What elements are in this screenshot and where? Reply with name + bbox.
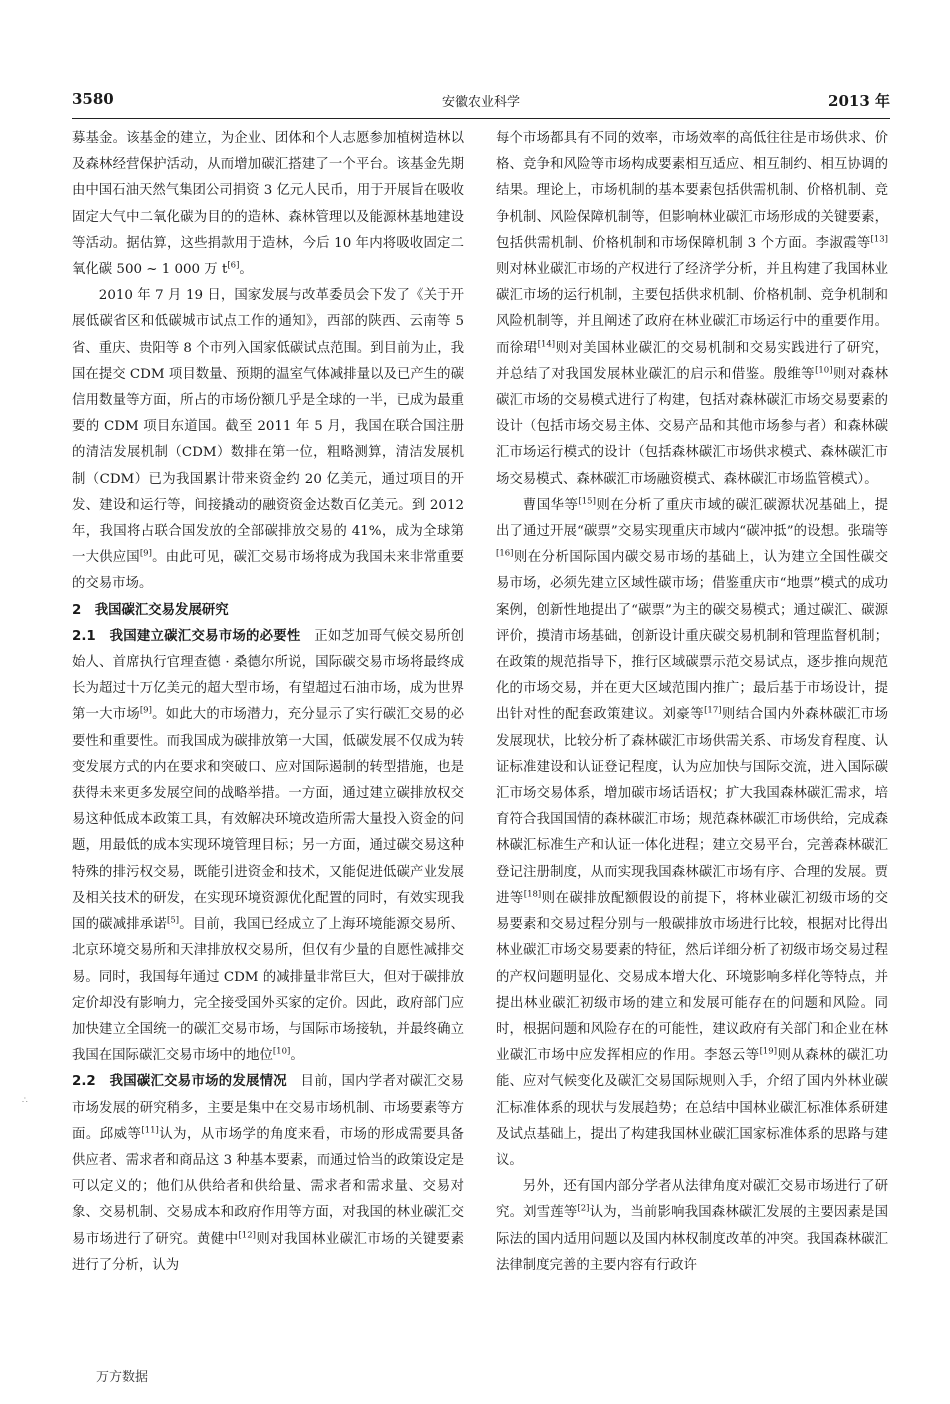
watermark-text: 万方数据: [96, 1370, 149, 1385]
citation: [18]: [523, 889, 542, 900]
citation: [2]: [577, 1203, 590, 1214]
paragraph-regional-studies: 曹国华等[15]则在分析了重庆市域的碳汇碳源状况基础上，提出了通过开展“碳票”交易实现重庆市域内“碳冲抵”的设想。张瑞等[16]则在分析国际国内碳交易市场的基础上，认为建立全国性碳交易市场，必须先建立区域性碳市场；借鉴重庆市“地票”模式的成功案例，创新性地提出了“碳票”为主的碳交易模式；通过碳汇、碳源评价，摸清市场基础，创新设计重庆碳交易机制和管理监督机制；在政策的规范指导下，推行区域碳票示范交易试点，逐步推向规范化的市场交易，并在更大区域范围内推广；最后基于市场设计，提出针对性的配套政策建议。刘豪等[17]则结合国内外森林碳汇市场发展现状，比较分析了森林碳汇市场供需关系、市场发育程度、认证标准建设和认证登记程度，认为应加快与国际交流，进入国际碳汇市场交易体系，增加碳市场话语权；扩大我国森林碳汇需求，培育符合我国国情的森林碳汇市场；规范森林碳汇市场供给，完成森林碳汇标准生产和认证一体化进程；建立交易平台，完善森林碳汇登记注册制度，从而实现我国森林碳汇市场有序、合理的发展。贾进等[18]则在碳排放配额假设的前提下，将林业碳汇初级市场的交易要素和交易过程分别与一般碳排放市场进行比较，根据对比得出林业碳汇市场交易要素的特征，然后详细分析了初级市场交易过程的产权问题明显化、交易成本增大化、环境影响多样化等特点，并提出林业碳汇初级市场的建立和发展可能存在的问题和风险。同时，根据问题和风险存在的可能性，建议政府有关部门和企业在林业碳汇市场中应发挥相应的作用。李怒云等[19]则从森林的碳汇功能、应对气候变化及碳汇交易国际规则入手，介绍了国内外林业碳汇标准体系的现状与发展趋势；在总结中国林业碳汇标准体系研建及试点基础上，提出了构建我国林业碳汇国家标准体系的思路与建议。: [496, 496, 889, 1168]
header-rule: [72, 118, 890, 119]
citation: [10]: [272, 1046, 291, 1057]
paragraph-market-mechanism: 每个市场都具有不同的效率，市场效率的高低往往是市场供求、价格、竞争和风险等市场构成要素相互适应、相互制约、相互协调的结果。理论上，市场机制的基本要素包括供需机制、价格机制、竞争机制、风险保障机制等，但影响林业碳汇市场形成的关键要素，包括供需机制、价格机制和市场保障机制 3 个方面。李淑霞等[13]则对林业碳汇市场的产权进行了经济学分析，并且构建了我国林业碳汇市场的运行机制，主要包括供求机制、价格机制、竞争机制和风险机制等，并且阐述了政府在林业碳汇市场运行中的重要作用。而徐珺[14]则对美国林业碳汇的交易机制和交易实践进行了研究，并总结了对我国发展林业碳汇的启示和借鉴。殷维等[10]则对森林碳汇市场的交易模式进行了构建，包括对森林碳汇市场交易要素的设计（包括市场交易主体、交易产品和其他市场参与者）和森林碳汇市场运行模式的设计（包括森林碳汇市场供求模式、森林碳汇市场交易模式、森林碳汇市场融资模式、森林碳汇市场监管模式）。: [496, 131, 889, 487]
subsection-heading: 2.1 我国建立碳汇交易市场的必要性: [72, 628, 301, 644]
paragraph-necessity: 2.1 我国建立碳汇交易市场的必要性 正如芝加哥气候交易所创始人、首席执行官理查德 · 桑德尔所说，国际碳交易市场将最终成长为超过十万亿美元的超大型市场，有望超过石油市场，成为世界第一大市场[9]。如此大的市场潜力，充分显示了实行碳汇交易的必要性和重要性。而我国成为碳排放第一大国，低碳发展不仅成为转变发展方式的内在要求和突破口、应对国际遏制的转型措施，也是获得未来更多发展空间的战略举措。一方面，通过建立碳排放权交易这种低成本政策工具，有效解决环境改造所需大量投入资金的问题，用最低的成本实现环境管理目标；另一方面，通过碳交易这种特殊的排污权交易，既能引进资金和技术，又能促进低碳产业发展及相关技术的研发，在实现环境资源优化配置的同时，有效实现我国的碳减排承诺[5]。目前，我国已经成立了上海环境能源交易所、北京环境交易所和天津排放权交易所，但仅有少量的自愿性减排交易。同时，我国每年通过 CDM 的减排量非常巨大，但对于碳排放定价却没有影响力，完全接受国外买家的定价。因此，政府部门应加快建立全国统一的碳汇交易市场，与国际市场接轨，并最终确立我国在国际碳汇交易市场中的地位[10]。: [72, 628, 465, 1064]
citation: [12]: [238, 1230, 256, 1241]
citation: [5]: [167, 915, 180, 926]
citation: [19]: [759, 1046, 778, 1057]
paragraph-development: 2.2 我国碳汇交易市场的发展情况 目前，国内学者对碳汇交易市场发展的研究稍多，主要是集中在交易市场机制、市场要素等方面。邱威等[11]认为，从市场学的角度来看，市场的形成需要具备供应者、需求者和商品这 3 种基本要素，而通过恰当的政策设定是可以定义的；他们从供给者和供给量、需求者和需求量、交易对象、交易机制、交易成本和政府作用等方面，对我国的林业碳汇交易市场进行了研究。黄健中[12]则对我国林业碳汇市场的关键要素进行了分析，认为: [72, 1074, 465, 1273]
citation: [9]: [139, 706, 152, 716]
citation: [15]: [578, 496, 596, 507]
citation: [11]: [141, 1125, 159, 1136]
paragraph-legal-studies: 另外，还有国内部分学者从法律角度对碳汇交易市场进行了研究。刘雪莲等[2]认为，当前影响我国森林碳汇发展的主要因素是国际法的国内适用问题以及国内林权制度改革的冲突。我国森林碳汇法律制度完善的主要内容有行政许: [496, 1179, 889, 1273]
citation: [14]: [537, 339, 556, 350]
journal-name: 安徽农业科学: [441, 95, 520, 110]
page-number: 3580: [72, 90, 114, 108]
left-column: [72, 126, 464, 1279]
citation: [17]: [704, 706, 722, 716]
citation: [13]: [870, 234, 888, 245]
citation: [10]: [815, 365, 833, 376]
scan-speck: ∴: [22, 1096, 28, 1106]
citation: [6]: [227, 260, 240, 271]
publication-year: 2013 年: [828, 92, 890, 110]
subsection-heading: 2.2 我国碳汇交易市场的发展情况: [72, 1074, 287, 1090]
paragraph-fund: 募基金。该基金的建立，为企业、团体和个人志愿参加植树造林以及森林经营保护活动，从而增加碳汇搭建了一个平台。该基金先期由中国石油天然气集团公司捐资 3 亿元人民币，用于开展旨在吸收固定大气中二氧化碳为目的的造林、森林管理以及能源林基地建设等活动。据估算，这些捐款用于造林，今后 10 年内将吸收固定二氧化碳 500 ~ 1 000 万 t[6]。: [72, 131, 464, 278]
citation: [9]: [139, 548, 152, 559]
running-header: [72, 90, 890, 112]
section-heading: 2 我国碳汇交易发展研究: [72, 602, 229, 618]
citation: [16]: [496, 548, 514, 559]
right-column: [496, 126, 888, 1279]
paragraph-low-carbon-pilots: 2010 年 7 月 19 日，国家发展与改革委员会下发了《关于开展低碳省区和低碳城市试点工作的通知》，西部的陕西、云南等 5 省、重庆、贵阳等 8 个市列入国家低碳试点范围。到目前为止，我国在提交 CDM 项目数量、预期的温室气体减排量以及已产生的碳信用数量等方面，所占的市场份额几乎是全球的一半，已成为最重要的 CDM 项目东道国。截至 2011 年 5 月，我国在联合国注册的清洁发展机制（CDM）数排在第一位，粗略测算，清洁发展机制（CDM）已为我国累计带来资金约 20 亿美元，通过项目的开发、建设和运行等，间接撬动的融资资金达数百亿美元。到 2012 年，我国将占联合国发放的全部碳排放交易的 41%，成为全球第一大供应国[9]。由此可见，碳汇交易市场将成为我国未来非常重要的交易市场。: [72, 288, 465, 592]
